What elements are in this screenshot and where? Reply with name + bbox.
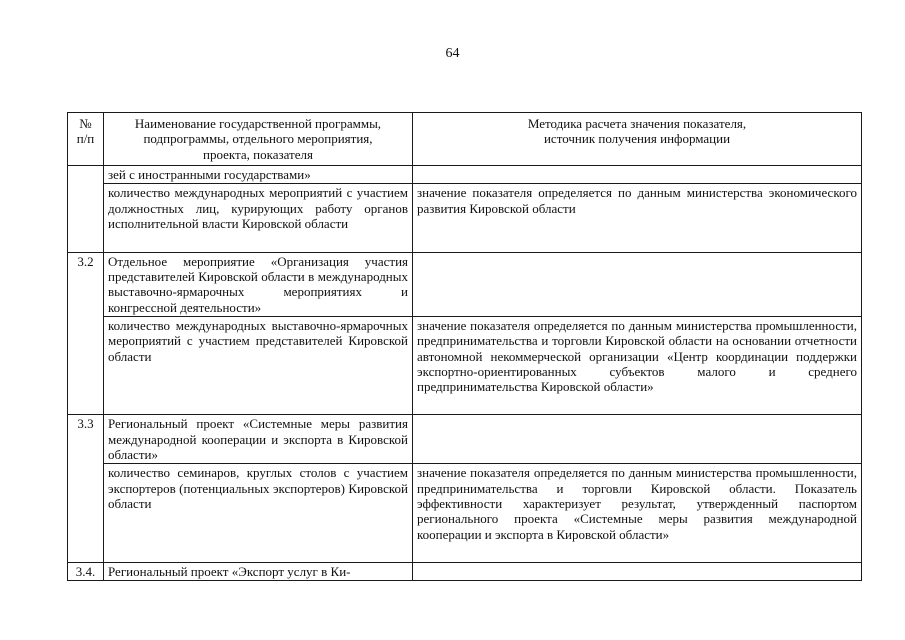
row-name: Региональный проект «Экспорт услуг в Ки- (104, 562, 413, 580)
row-number (68, 464, 104, 563)
row-method: значение показателя определяется по данным министерства экономического развития Кировской области (413, 184, 862, 253)
table-row (68, 184, 862, 253)
header-num-line: п/п (76, 131, 95, 147)
header-name (104, 113, 413, 166)
indicators-table (67, 112, 862, 581)
header-num-line: № (79, 116, 92, 131)
row-number: 3.2 (68, 252, 104, 316)
header-name-line: проекта, показателя (203, 146, 313, 162)
header-name-line: подпрограммы, отдельного мероприятия, (143, 131, 373, 147)
row-number (68, 184, 104, 253)
row-name: количество международных выставочно-ярмарочных мероприятий с участием представителей Кировской области (104, 316, 413, 415)
table-header-row (68, 113, 862, 166)
row-method (413, 166, 862, 184)
row-method: значение показателя определяется по данным министерства промышленности, предпринимательства и торговли Кировской области на основании отчетности автономной некоммерческой организации «Центр координации поддержки экспортно-ориентированных субъектов малого и среднего предпринимательства Кировской области» (413, 316, 862, 415)
row-method: значение показателя определяется по данным министерства промышленности, предпринимательства и торговли Кировской области. Показатель эффективности характеризует результат, утвержденный паспортом регионального проекта «Системные меры развития международной кооперации и экспорта в Кировской области» (413, 464, 862, 563)
header-method-line: источник получения информации (543, 131, 731, 147)
row-method (413, 415, 862, 464)
table-row (68, 562, 862, 580)
header-name-line: Наименование государственной программы, (134, 116, 382, 131)
table-row (68, 316, 862, 415)
table-row (68, 166, 862, 184)
row-name: количество семинаров, круглых столов с участием экспортеров (потенциальных экспортеров) Кировской области (104, 464, 413, 563)
page-number: 64 (445, 46, 460, 61)
row-method (413, 562, 862, 580)
row-number (68, 316, 104, 415)
header-method-line: Методика расчета значения показателя, (527, 116, 747, 131)
header-num (68, 113, 104, 166)
row-name: Региональный проект «Системные меры развития международной кооперации и экспорта в Кировской области» (104, 415, 413, 464)
table-row (68, 252, 862, 316)
row-number (68, 166, 104, 184)
table-row (68, 464, 862, 563)
header-method (413, 113, 862, 166)
row-name: Отдельное мероприятие «Организация участия представителей Кировской области в международных выставочно-ярмарочных мероприятиях и конгрессной деятельности» (104, 252, 413, 316)
row-name: количество международных мероприятий с участием должностных лиц, курирующих работу органов исполнительной власти Кировской области (104, 184, 413, 253)
row-method (413, 252, 862, 316)
row-number: 3.3 (68, 415, 104, 464)
row-name: зей с иностранными государствами» (104, 166, 413, 184)
row-number: 3.4. (68, 562, 104, 580)
table-row (68, 415, 862, 464)
